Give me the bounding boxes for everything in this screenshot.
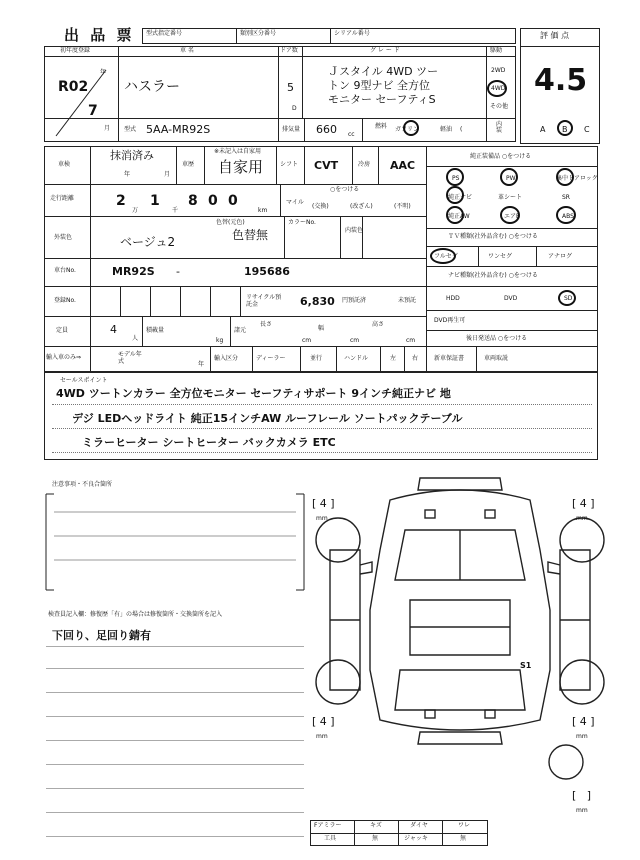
load-unit: kg (216, 337, 224, 344)
mile-label: マイル (286, 199, 304, 206)
spare-tire-icon (546, 742, 586, 782)
selling-line-2: デジ LEDヘッドライト 純正15インチAW ルーフレール ソートパックテーブル (72, 412, 463, 425)
interior-c: C (584, 125, 590, 134)
width-cm: cm (350, 337, 360, 344)
dims-label: 諸元 (234, 327, 247, 334)
tread-spare-bracket-icon: [ ] (572, 789, 592, 802)
grade-label: グ レ ー ド (370, 47, 400, 54)
mileage-digit-5: 0 (228, 193, 238, 209)
equip-ps: PS (452, 175, 460, 182)
color-label: 外装色 (54, 234, 73, 241)
shaken-year: 年 (124, 171, 131, 178)
tools-cell-4: 無 (460, 835, 467, 842)
defects-bracket-icon (40, 481, 310, 594)
inspector-label: 検査員記入欄：修復歴「有」の場合は修復箇所・交換箇所を記入 (48, 611, 223, 618)
displacement-value: 660 (316, 123, 337, 136)
mileage-digit-4: 0 (208, 193, 218, 209)
history-label: 車歴 (182, 161, 195, 168)
tread-rl-mm: mm (316, 733, 328, 740)
tools-cell-2: 無 (372, 835, 379, 842)
ac-label: 冷房 (358, 161, 371, 168)
navi-title: ナビ種類(社外品含む) ○をつける (448, 272, 538, 279)
mileage-digit-1: 2 (116, 193, 126, 209)
equip-title: 純正装備品 ○をつける (470, 153, 532, 160)
handle-label: ハンドル (344, 355, 369, 362)
drive-2wd: 2WD (491, 67, 506, 74)
tread-fr-value: 4 (579, 497, 587, 510)
handle-left: 左 (390, 355, 397, 362)
grade-line-2: トン 9型ナビ 全方位 (328, 79, 430, 92)
mileage-digit-3: 8 (188, 193, 198, 209)
displacement-unit: cc (348, 131, 355, 138)
mileage-unit: km (258, 207, 268, 214)
tread-fl-value: 4 (319, 497, 327, 510)
recycle-unit: 円預託済 (342, 297, 367, 304)
tread-fl-mm: mm (316, 515, 328, 522)
tread-front-right: [ 4 ] (572, 497, 595, 510)
equip-airbag: エアB (504, 213, 521, 220)
color-no-label: カラーNo. (288, 219, 316, 226)
serial-label: シリアル番号 (334, 30, 370, 37)
tv-fullseg: フルセグ (434, 253, 458, 260)
tread-rear-left: [ 4 ] (312, 715, 335, 728)
doors-unit: D (292, 105, 297, 112)
mileage-label: 走行距離 (50, 195, 75, 202)
equip-abs-circle-icon (556, 206, 576, 224)
tread-spare-mm: mm (576, 807, 588, 814)
equip-leather: 革シート (498, 194, 523, 201)
fuel-value: ガソリン (395, 126, 420, 133)
repaint-value: 色替無 (232, 228, 269, 242)
later-title: 後日発送品 ○をつける (466, 335, 528, 342)
tools-header-4: ワレ (458, 822, 471, 829)
shift-value: CVT (314, 159, 339, 172)
tools-cell-1: 工具 (324, 835, 337, 842)
cert-no-label: 型式指定番号 (146, 30, 183, 37)
drive-label: 駆動 (490, 47, 503, 54)
fuel-circle-icon (403, 120, 419, 136)
recycle-label: リサイクル預託金 (246, 294, 282, 309)
class-no-label: 類別区分番号 (240, 30, 277, 37)
history-value: 自家用 (218, 158, 264, 176)
id-number-strip (142, 28, 516, 44)
recycle-value: 6,830 (300, 295, 335, 308)
doors-label: ドア数 (280, 47, 298, 54)
interior-a: A (540, 125, 546, 134)
ac-value: AAC (390, 159, 416, 172)
parallel-label: 並行 (310, 355, 323, 362)
later-warranty: 新車保証書 (434, 355, 465, 362)
score-label: 評 価 点 (540, 31, 570, 40)
history-note: ※未記入は自家用 (214, 148, 262, 155)
equip-aw-circle-icon (446, 206, 464, 224)
dvd-label: DVD再生可 (434, 317, 466, 324)
displacement-label: 排気量 (282, 126, 301, 133)
load-label: 積載量 (146, 327, 165, 334)
navi-hdd: HDD (446, 295, 460, 302)
equip-sr: SR (562, 194, 570, 201)
selling-line-1: 4WD ツートンカラー 全方位モニター セーフティサポート 9インチ純正ナビ 地 (56, 387, 451, 400)
equip-abs: ABS (562, 213, 574, 220)
length-label: 長さ (260, 321, 273, 328)
form-title: 出 品 票 (64, 26, 135, 44)
capacity-label: 定員 (56, 327, 69, 334)
inspector-value: 下回り、足回り錆有 (52, 629, 151, 642)
score-value: 4.5 (534, 63, 588, 98)
fuel-label: 燃料 (375, 123, 388, 130)
mileage-man: 万 (132, 207, 139, 214)
first-reg-month: 7 (88, 103, 98, 119)
equip-pw: PW (506, 175, 516, 182)
equip-aw: 純正AW (448, 213, 470, 220)
equip-airbag-circle-icon (500, 206, 520, 224)
length-cm: cm (302, 337, 312, 344)
width-label: 幅 (318, 325, 325, 332)
first-reg-era: R02 (58, 79, 89, 95)
color-value: ベージュ2 (120, 235, 176, 249)
model-year-suffix: 年 (198, 361, 205, 368)
model-value: 5AA-MR92S (146, 123, 211, 136)
tread-front-left: [ 4 ] (312, 497, 335, 510)
equip-lock-circle-icon (556, 168, 574, 186)
car-name: ハスラー (124, 79, 180, 95)
meter-tampered: (改ざん) (350, 203, 373, 210)
month-unit: 月 (104, 125, 111, 132)
tools-header-2: キズ (370, 822, 382, 829)
equip-ps-circle-icon (446, 168, 464, 186)
chassis-number: 195686 (244, 265, 290, 278)
shaken-value: 抹消済み (110, 149, 154, 162)
int-color-label: 内装色 (345, 227, 364, 234)
repaint-label: 色替(元色) (216, 219, 245, 226)
mileage-digit-2: 1 (150, 193, 160, 209)
tv-oneseg: ワンセグ (488, 253, 513, 260)
equip-navi: 純正ナビ (448, 194, 473, 201)
chassis-label: 車台No. (54, 267, 76, 274)
tread-rr-value: 4 (579, 715, 587, 728)
tools-header-3: ダイヤ (410, 822, 428, 829)
tv-fullseg-circle-icon (430, 248, 456, 264)
height-label: 高さ (372, 321, 385, 328)
navi-dvd: DVD (504, 295, 518, 302)
doors-value: 5 (287, 81, 294, 94)
tv-analog: アナログ (548, 253, 573, 260)
interior-label: 内装 (496, 121, 503, 134)
diesel-label: 軽油 (440, 126, 453, 133)
capacity-unit: 人 (132, 335, 139, 342)
car-diagram-icon (310, 470, 610, 760)
equip-pw-circle-icon (500, 168, 518, 186)
tools-header-1: Fアミラー (314, 822, 342, 829)
year-unit: 年 (100, 69, 107, 76)
recycle-no: 未預託 (398, 297, 417, 304)
meter-circle-note: ○をつける (330, 186, 360, 193)
shift-label: シフト (280, 161, 299, 168)
equip-navi-circle-icon (446, 186, 464, 204)
handle-right: 右 (412, 355, 419, 362)
import-cat-label: 輸入区分 (214, 355, 239, 362)
shaken-label: 車検 (58, 161, 71, 168)
meter-exchanged: (交換) (312, 203, 329, 210)
height-cm: cm (406, 337, 416, 344)
dealer-label: ディーラー (256, 355, 286, 362)
tread-rr-mm: mm (576, 733, 588, 740)
model-year-label: モデル年式 (118, 351, 142, 366)
mileage-sen: 千 (172, 207, 179, 214)
navi-sd: SD (564, 295, 573, 302)
selling-points-label: セールスポイント (60, 377, 108, 384)
diesel-paren-icon: ( (460, 126, 463, 133)
chassis-model: MR92S (112, 265, 155, 278)
navi-sd-circle-icon (558, 290, 576, 306)
tread-fr-mm: mm (576, 515, 588, 522)
tread-rear-right: [ 4 ] (572, 715, 595, 728)
equip-central-lock: 集中ドアロック (556, 175, 598, 182)
tools-cell-3: ジャッキ (404, 835, 428, 842)
drive-4wd-circle-icon (487, 80, 507, 97)
drive-other: その他 (490, 103, 509, 110)
meter-unknown: (不明) (394, 203, 411, 210)
later-manual: 車両取説 (484, 355, 509, 362)
grade-line-3: モニター セーフティS (328, 93, 436, 106)
defects-label: 注意事項・不良合箇所 (52, 481, 113, 488)
tread-rl-value: 4 (319, 715, 327, 728)
grade-line-1: Ｊスタイル 4WD ツー (328, 65, 439, 78)
selling-line-3: ミラーヒーター シートヒーター バックカメラ ETC (82, 436, 336, 449)
capacity-value: 4 (110, 323, 117, 336)
first-reg-label: 初年度登録 (60, 47, 91, 54)
tv-title: ＴＶ種類(社外品含む) ○をつける (448, 233, 538, 240)
interior-b-circle-icon (557, 120, 573, 136)
chassis-dash: - (176, 265, 180, 278)
reg-label: 登録No. (54, 297, 76, 304)
drive-4wd: 4WD (491, 85, 506, 92)
diagram-mark-s1: S1 (520, 661, 532, 670)
car-name-label: 車 名 (180, 47, 194, 54)
import-label: 輸入車のみ⇒ (46, 354, 82, 361)
interior-b: B (562, 125, 568, 134)
model-label: 型式 (124, 126, 137, 133)
shaken-month: 月 (164, 171, 171, 178)
